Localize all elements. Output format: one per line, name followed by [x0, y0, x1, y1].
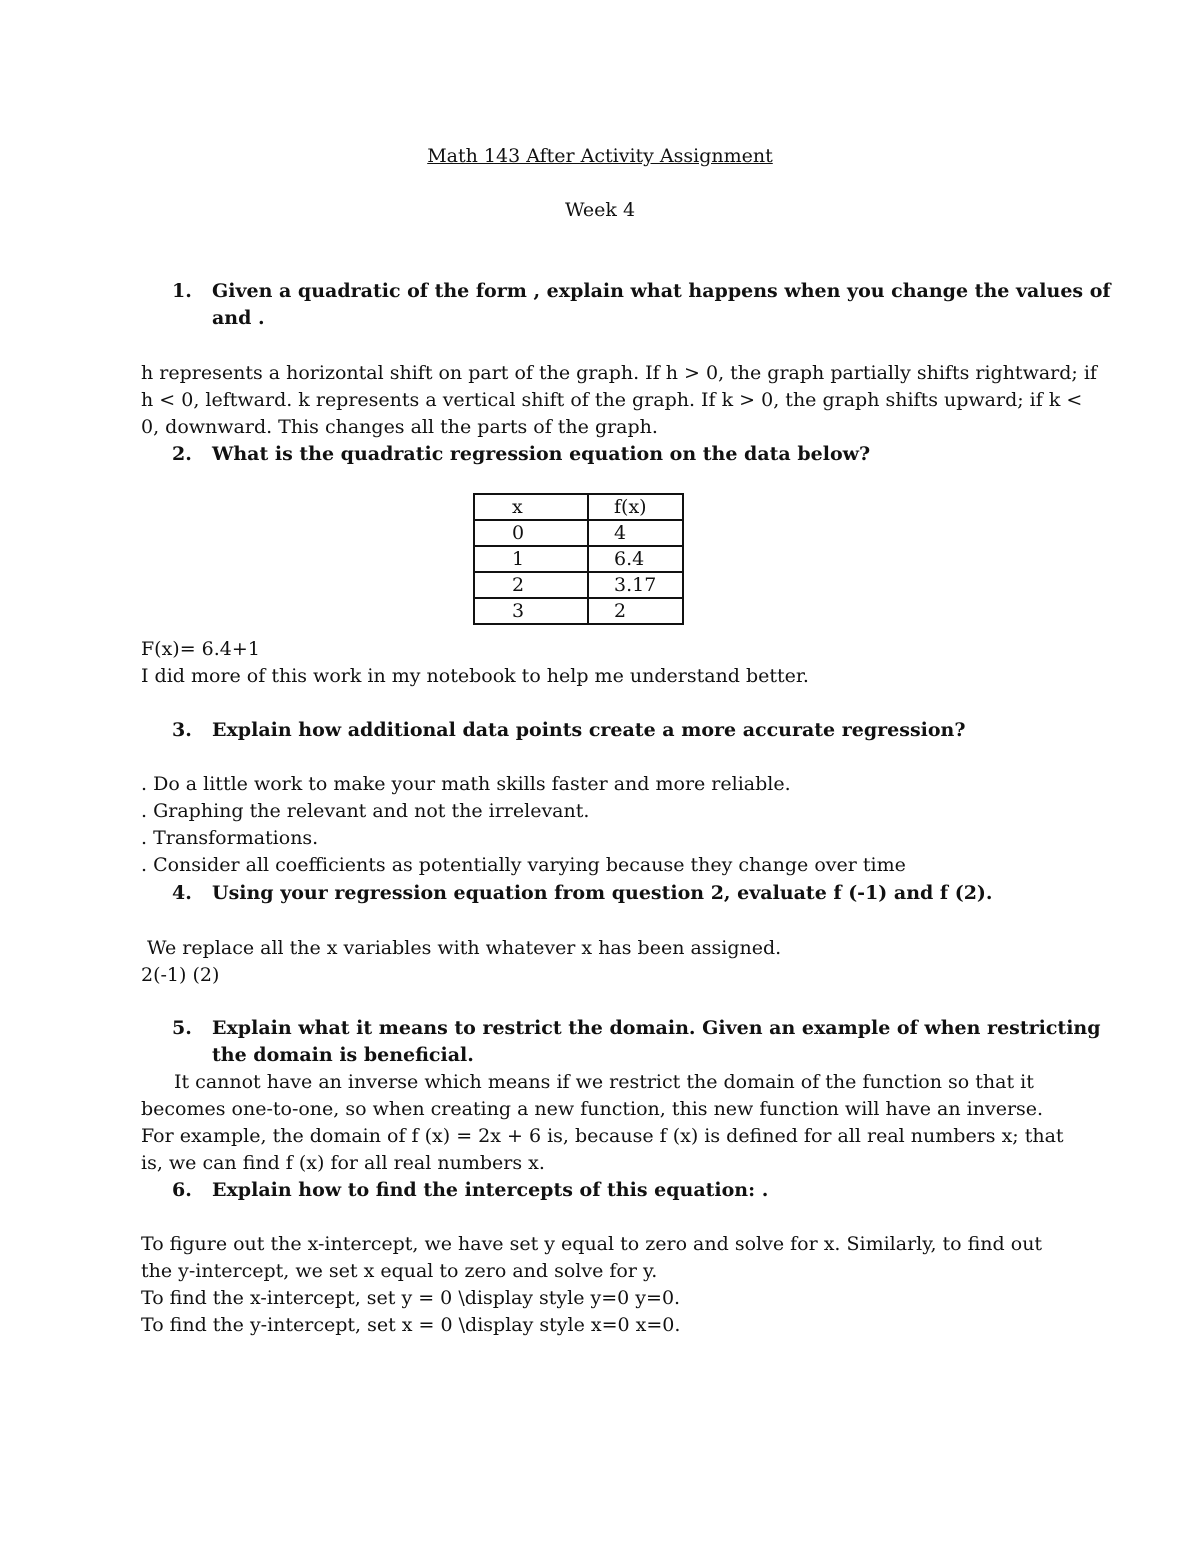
week-label: Week 4: [564, 199, 636, 221]
table-row: [474, 546, 683, 572]
question-text: What is the quadratic regression equation on the data below?: [212, 443, 871, 465]
answer-line: is, we can find f (x) for all real numbers x.: [141, 1152, 545, 1174]
answer-line: . Do a little work to make your math skills faster and more reliable.: [141, 773, 791, 795]
table-header-cell: x: [474, 494, 588, 520]
data-table: [473, 493, 684, 625]
table-cell: 2: [474, 572, 588, 598]
answer-line: To find the x-intercept, set y = 0 \display style y=0 y=0.: [141, 1287, 681, 1309]
table-cell: 2: [588, 598, 683, 624]
table-cell: 4: [588, 520, 683, 546]
answer-line: To find the y-intercept, set x = 0 \display style x=0 x=0.: [141, 1314, 681, 1336]
question-text: Explain how additional data points create a more accurate regression?: [212, 719, 966, 741]
answer-line: h represents a horizontal shift on part of the graph. If h > 0, the graph partially shifts rightward; if: [141, 362, 1097, 384]
answer-line: 0, downward. This changes all the parts of the graph.: [141, 416, 658, 438]
table-row: [474, 598, 683, 624]
question-number: 4.: [172, 882, 192, 904]
question-number: 3.: [172, 719, 192, 741]
question-number: 6.: [172, 1179, 192, 1201]
table-header-row: [474, 494, 683, 520]
table-cell: 1: [474, 546, 588, 572]
answer-line: To figure out the x-intercept, we have set y equal to zero and solve for x. Similarly, to find out: [141, 1233, 1043, 1255]
answer-line: . Consider all coefficients as potentially varying because they change over time: [141, 854, 906, 876]
answer-line: becomes one-to-one, so when creating a new function, this new function will have an inverse.: [141, 1098, 1044, 1120]
table-cell: 0: [474, 520, 588, 546]
question-text: Explain how to find the intercepts of this equation: .: [212, 1179, 769, 1201]
table-row: [474, 572, 683, 598]
answer-line: . Transformations.: [141, 827, 319, 849]
answer-line: . Graphing the relevant and not the irrelevant.: [141, 800, 590, 822]
answer-line: the y-intercept, we set x equal to zero and solve for y.: [141, 1260, 658, 1282]
question-text: Using your regression equation from question 2, evaluate f (-1) and f (2).: [212, 882, 993, 904]
question-text: Given a quadratic of the form , explain what happens when you change the values of: [212, 280, 1111, 302]
table-cell: 3: [474, 598, 588, 624]
table-row: [474, 520, 683, 546]
answer-line: h < 0, leftward. k represents a vertical shift of the graph. If k > 0, the graph shifts upward; if k <: [141, 389, 1083, 411]
question-text-continued: and .: [212, 307, 265, 329]
question-number: 2.: [172, 443, 192, 465]
document-title: Math 143 After Activity Assignment: [427, 145, 773, 167]
table-cell: 6.4: [588, 546, 683, 572]
answer-line: For example, the domain of f (x) = 2x + 6 is, because f (x) is defined for all real numbers x; that: [141, 1125, 1064, 1147]
answer-line: We replace all the x variables with whatever x has been assigned.: [141, 937, 782, 959]
answer-line: I did more of this work in my notebook to help me understand better.: [141, 665, 809, 687]
table-cell: 3.17: [588, 572, 683, 598]
answer-line: F(x)= 6.4+1: [141, 638, 260, 660]
answer-line: 2(-1) (2): [141, 964, 220, 986]
question-number: 1.: [172, 280, 192, 302]
question-text: Explain what it means to restrict the domain. Given an example of when restricting: [212, 1017, 1101, 1039]
question-text-continued: the domain is beneficial.: [212, 1044, 474, 1066]
answer-line: It cannot have an inverse which means if we restrict the domain of the function so that it: [174, 1071, 1034, 1093]
table-header-cell: f(x): [588, 494, 683, 520]
question-number: 5.: [172, 1017, 192, 1039]
